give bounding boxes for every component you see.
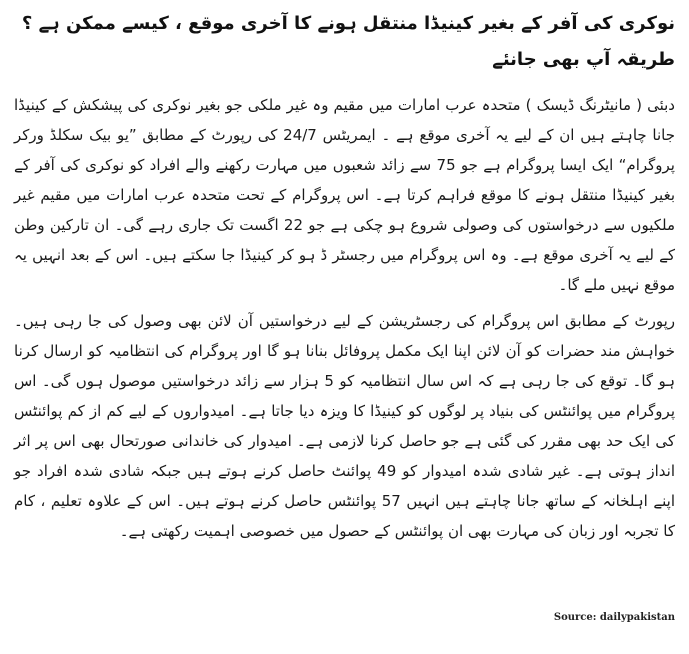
article	[14, 6, 675, 552]
article-headline: نوکری کی آفر کے بغیر کینیڈا منتقل ہونے کا آخری موقع ، کیسے ممکن ہے ؟ طریقہ آپ بھی جانئے	[21, 13, 675, 70]
article-paragraph-1: دبئی ( مانیٹرنگ ڈیسک ) متحدہ عرب امارات میں مقیم وہ غیر ملکی جو بغیر نوکری کی پیشکش کے کینیڈا جانا چاہتے ہیں ان کے لیے یہ آخری موقع ہے ۔ ایمریٹس 24/7 کی رپورٹ کے مطابق ”یو بیک سکلڈ ورکر پروگرام“ ایک ایسا پروگرام ہے جو 75 سے زائد شعبوں میں مہارت رکھنے والے افراد کو نوکری کی آفر کے بغیر کینیڈا منتقل ہونے کا موقع فراہم کرتا ہے۔ اس پروگرام کے تحت متحدہ عرب امارات میں مقیم غیر ملکیوں سے درخواستوں کی وصولی شروع ہو چکی ہے جو 22 اگست تک جاری رہے گی۔ ان تارکین وطن کے لیے یہ آخری موقع ہے۔ وہ اس پروگرام میں رجسٹر ڈ ہو کر کینیڈا جا سکتے ہیں۔ اس کے بعد انہیں یہ موقع نہیں ملے گا۔	[14, 96, 676, 294]
article-paragraph-2: رپورٹ کے مطابق اس پروگرام کی رجسٹریشن کے لیے درخواستیں آن لائن بھی وصول کی جا رہی ہیں۔ خواہش مند حضرات کو آن لائن اپنا ایک مکمل پروفائل بنانا ہو گا اور پروگرام کی انتظامیہ کو ارسال کرنا ہو گا۔ توقع کی جا رہی ہے کہ اس سال انتظامیہ کو 5 ہزار سے زائد درخواستیں موصول ہوں گی۔ اس پروگرام میں پوائنٹس کی بنیاد پر لوگوں کو کینیڈا کا ویزہ دیا جاتا ہے۔ امیدواروں کے لیے کم از کم پوائنٹس کی ایک حد بھی مقرر کی گئی ہے جو حاصل کرنا لازمی ہے۔ امیدوار کی خاندانی صورتحال بھی اس پر اثر انداز ہوتی ہے۔ غیر شادی شدہ امیدوار کو 49 پوائنٹ حاصل کرنے ہوتے ہیں جبکہ شادی شدہ افراد جو اپنے اہلخانہ کے ساتھ جانا چاہتے ہیں انہیں 57 پوائنٹس حاصل کرنے ہوتے ہیں۔ اس کے علاوہ تعلیم ، کام کا تجربہ اور زبان کی مہارت بھی ان پوائنٹس کے حصول میں خصوصی اہمیت رکھتی ہے۔	[14, 312, 675, 540]
source-credit: Source: dailypakistan	[553, 612, 675, 623]
